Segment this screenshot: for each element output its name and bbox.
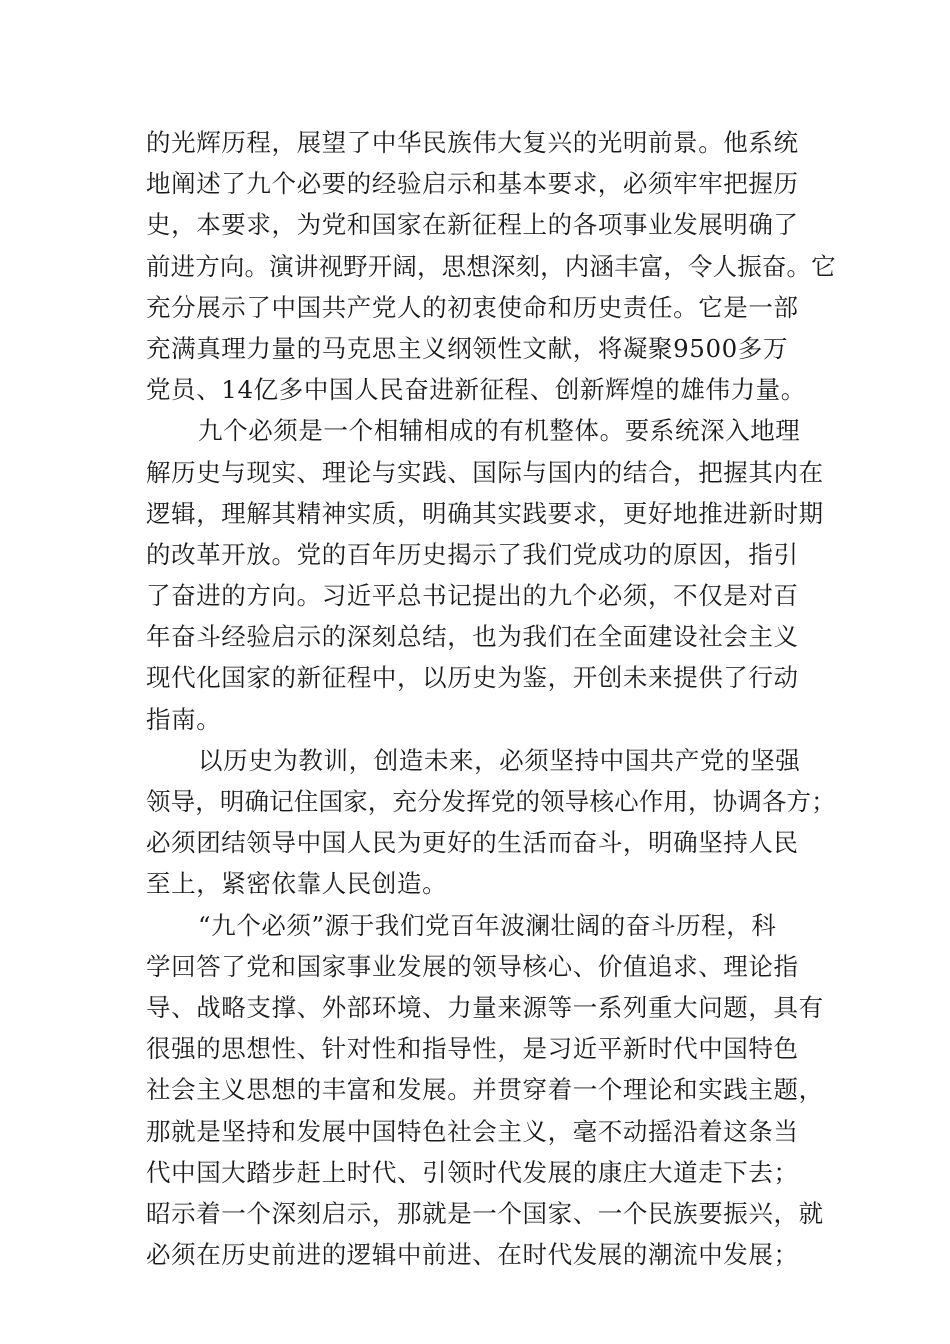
text-line: 九个必须是一个相辅相成的有机整体。要系统深入地理 (198, 416, 801, 446)
paragraph (146, 410, 826, 740)
text-line: 代中国大踏步赶上时代、引领时代发展的康庄大道走下去； (146, 1157, 799, 1187)
text-line: 的改革开放。党的百年历史揭示了我们党成功的原因，指引 (146, 539, 799, 569)
text-line: 充分展示了中国共产党人的初衷使命和历史责任。它是一部 (146, 292, 799, 322)
text-line: 社会主义思想的丰富和发展。并贯穿着一个理论和实践主题， (146, 1075, 824, 1105)
text-line: 至上，紧密依靠人民创造。 (146, 869, 448, 899)
text-line: 充满真理力量的马克思主义纲领性文献，将凝聚9500多万 (146, 333, 789, 363)
text-line: 年奋斗经验启示的深刻总结，也为我们在全面建设社会主义 (146, 622, 799, 652)
text-line: 地阐述了九个必要的经验启示和基本要求，必须牢牢把握历 (146, 169, 799, 199)
text-line: 那就是坚持和发展中国特色社会主义，毫不动摇沿着这条当 (146, 1116, 799, 1146)
text-line: 史，本要求，为党和国家在新征程上的各项事业发展明确了 (146, 210, 799, 240)
text-line: 必须团结领导中国人民为更好的生活而奋斗，明确坚持人民 (146, 828, 799, 858)
text-line: 必须在历史前进的逻辑中前进、在时代发展的潮流中发展； (146, 1240, 799, 1270)
text-line: 领导，明确记住国家，充分发挥党的领导核心作用，协调各方； (146, 787, 836, 816)
text-line: 导、战略支撑、外部环境、力量来源等一系列重大问题，具有 (146, 992, 824, 1022)
text-line: 前进方向。演讲视野开阔，思想深刻，内涵丰富，令人振奋。它 (146, 251, 836, 281)
text-line: 昭示着一个深刻启示，那就是一个国家、一个民族要振兴，就 (146, 1198, 824, 1228)
text-line: 解历史与现实、理论与实践、国际与国内的结合，把握其内在 (146, 457, 824, 487)
text-line: 的光辉历程，展望了中华民族伟大复兴的光明前景。他系统 (146, 128, 799, 157)
text-line: “九个必须”源于我们党百年波澜壮阔的奋斗历程，科 (198, 910, 777, 940)
paragraph (146, 905, 826, 1276)
text-line: 现代化国家的新征程中，以历史为鉴，开创未来提供了行动 (146, 663, 799, 693)
document-body (146, 122, 836, 1275)
text-line: 逻辑，理解其精神实质，明确其实践要求，更好地推进新时期 (146, 498, 824, 528)
paragraph (146, 740, 836, 905)
text-line: 很强的思想性、针对性和指导性，是习近平新时代中国特色 (146, 1034, 799, 1064)
paragraph (146, 122, 836, 410)
text-line: 党员、14亿多中国人民奋进新征程、创新辉煌的雄伟力量。 (146, 375, 806, 405)
text-line: 学回答了党和国家事业发展的领导核心、价值追求、理论指 (146, 951, 799, 981)
text-line: 了奋进的方向。习近平总书记提出的九个必须，不仅是对百 (146, 581, 799, 611)
text-line: 以历史为教训，创造未来，必须坚持中国共产党的坚强 (198, 745, 801, 775)
text-line: 指南。 (146, 704, 222, 734)
